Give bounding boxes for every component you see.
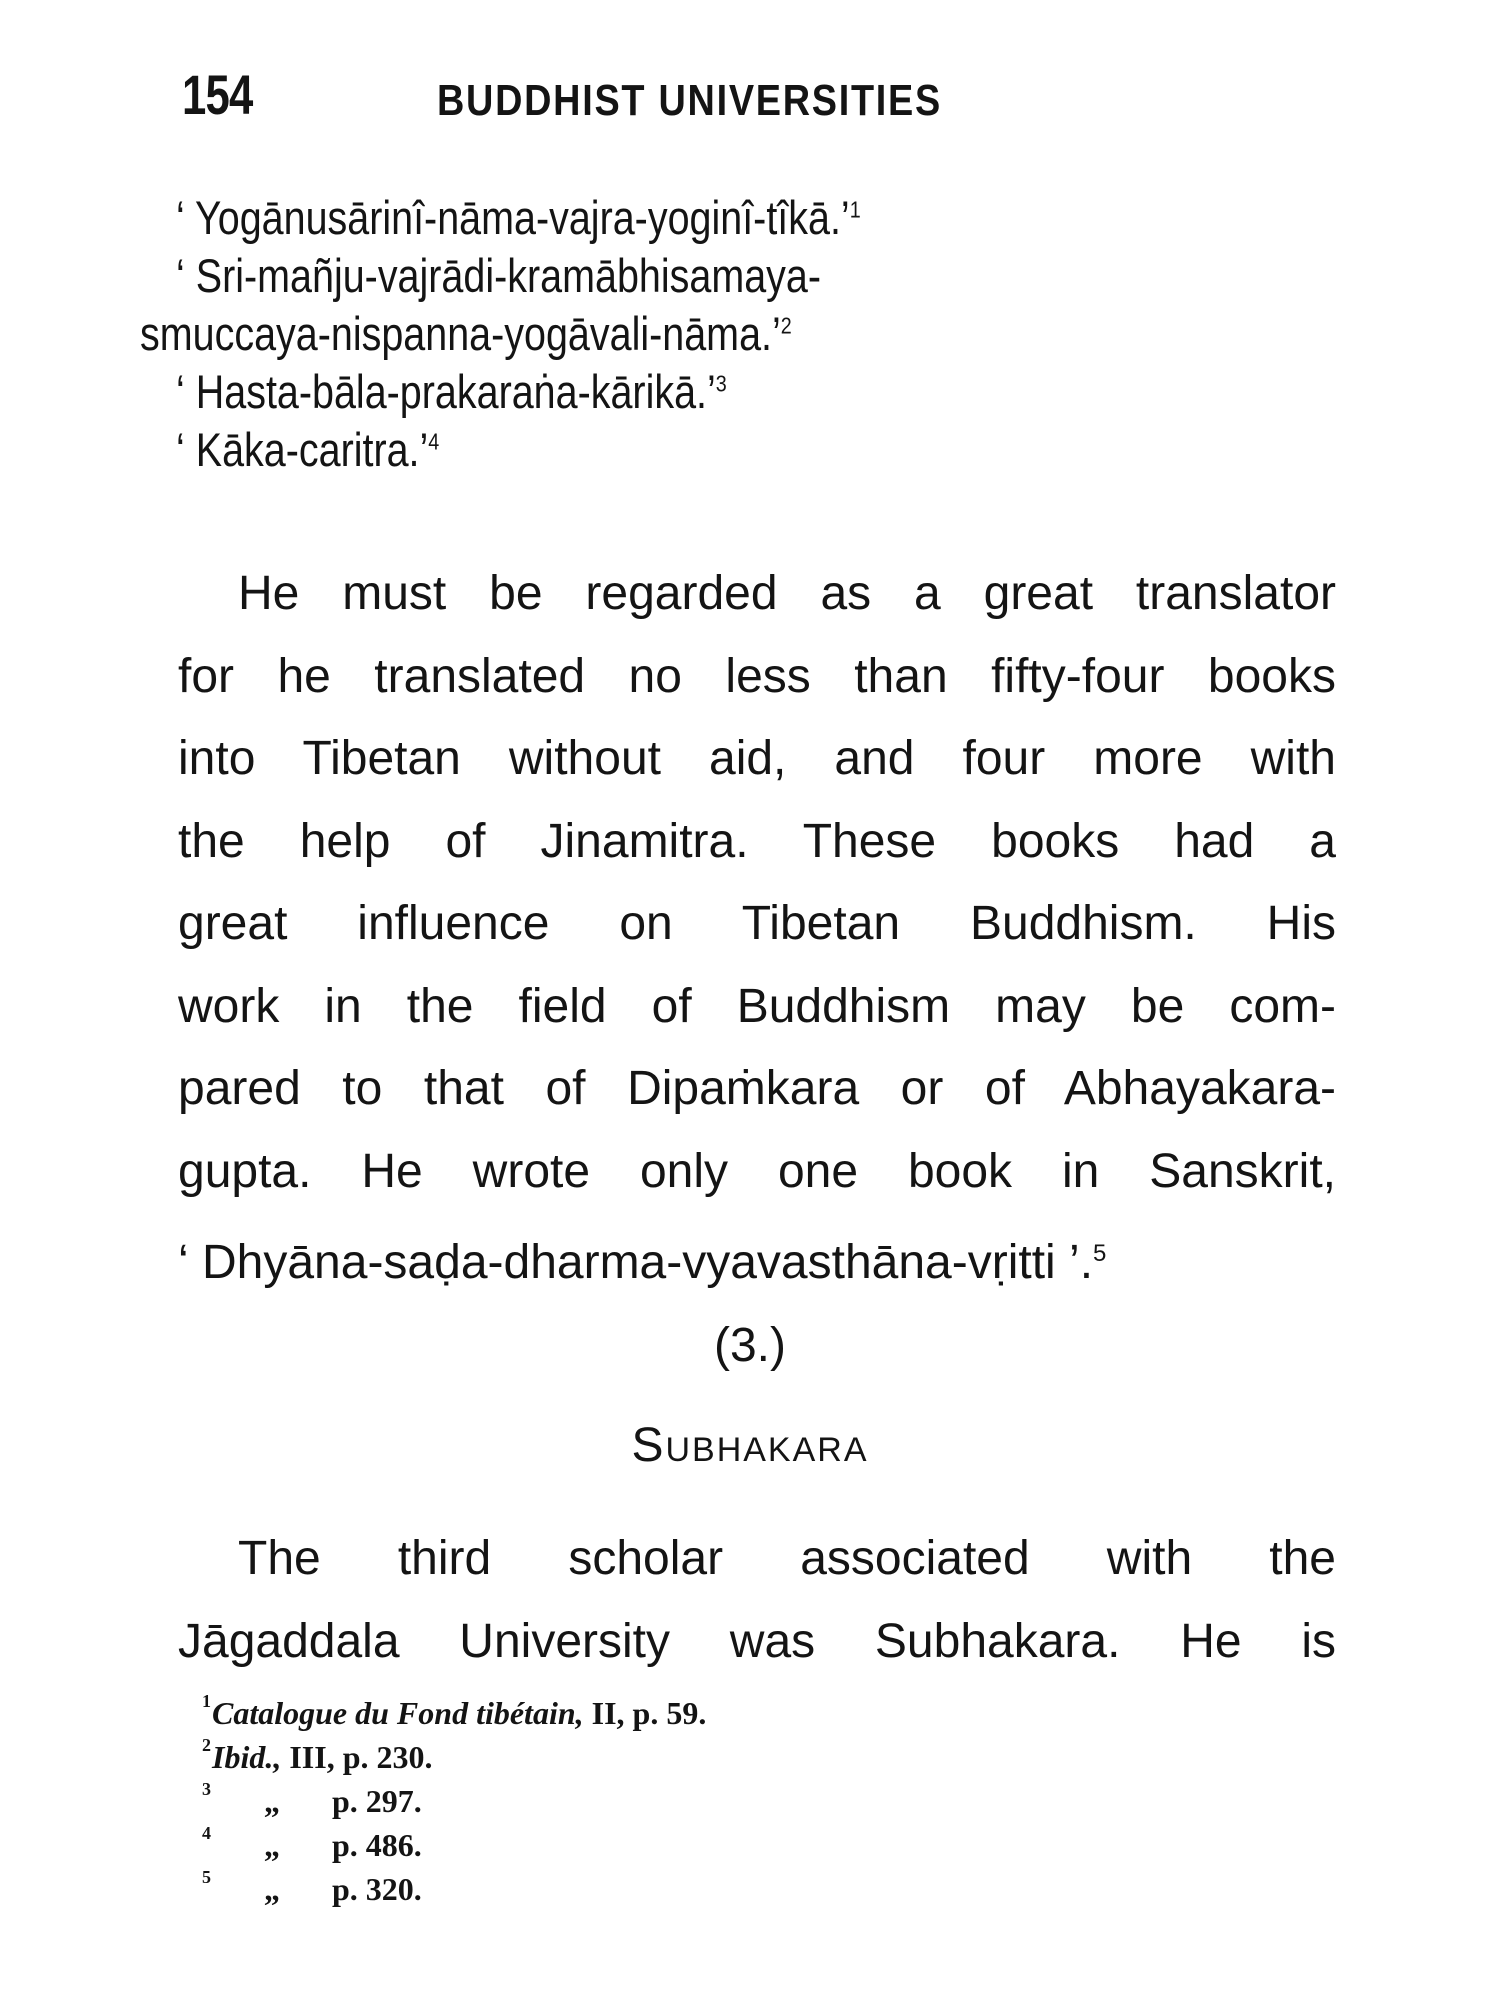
footnote-mark: 2 bbox=[202, 1735, 211, 1755]
title-line: ‘ Kāka-caritra.’$^4$ bbox=[176, 423, 440, 476]
paragraph-translator bbox=[178, 553, 1336, 1296]
title-line: ‘ Sri-mañju-vajrādi-kramābhisamaya- bbox=[176, 249, 822, 302]
ditto-mark: „ bbox=[264, 1827, 280, 1863]
footnote-mark: 3 bbox=[202, 1779, 211, 1799]
footnote: 1 Catalogue du Fond tibétain, II, p. 59. bbox=[202, 1691, 707, 1731]
text-line: gupta. He wrote only one book in Sanskrit, bbox=[178, 1144, 1336, 1198]
footnote-mark: 5 bbox=[202, 1867, 211, 1887]
text-line: ‘ Dhyāna-saḍa-dharma-vyavasthāna-vṛitti ’.$^5$ bbox=[178, 1236, 1107, 1289]
footnote: 2 Ibid., III, p. 230. bbox=[202, 1735, 433, 1775]
section-number: (3.) bbox=[714, 1319, 786, 1372]
text-line: for he translated no less than fifty-four books bbox=[178, 649, 1336, 703]
text-line: great influence on Tibetan Buddhism. His bbox=[178, 897, 1336, 950]
ditto-mark: „ bbox=[264, 1871, 280, 1907]
running-head: BUDDHIST UNIVERSITIES bbox=[437, 76, 942, 125]
footnote: 5 „ p. 320. bbox=[202, 1867, 422, 1907]
title-line: ‘ Hasta-bāla-prakaraṅa-kārikā.’$^3$ bbox=[176, 365, 727, 418]
footnote-mark: 1 bbox=[202, 1691, 211, 1711]
text-line: work in the field of Buddhism may be com- bbox=[178, 979, 1336, 1033]
title-line: ‘ Yogānusārinî-nāma-vajra-yoginî-tîkā.’$^1$ bbox=[176, 191, 861, 244]
ditto-mark: „ bbox=[264, 1783, 280, 1819]
text-line: the help of Jinamitra. These books had a bbox=[178, 814, 1336, 868]
text-line: into Tibetan without aid, and four more with bbox=[178, 732, 1336, 785]
text-line: He must be regarded as a great translator bbox=[238, 567, 1336, 620]
footnote: 3 „ p. 297. bbox=[202, 1779, 422, 1819]
text-line: pared to that of Dipaṁkara or of Abhayakara- bbox=[178, 1062, 1336, 1115]
paragraph-subhakara bbox=[178, 1518, 1336, 1683]
text-line: The third scholar associated with the bbox=[238, 1532, 1336, 1585]
title-line: smuccaya-nispanna-yogāvali-nāma.’$^2$ bbox=[140, 307, 792, 360]
section-heading: Subhakara bbox=[631, 1419, 869, 1472]
text-line: Jāgaddala University was Subhakara. He is bbox=[178, 1614, 1336, 1668]
footnote-mark: 4 bbox=[202, 1823, 211, 1843]
page-header bbox=[182, 62, 1332, 142]
footnote: 4 „ p. 486. bbox=[202, 1823, 422, 1863]
page-number: 154 bbox=[182, 63, 253, 126]
